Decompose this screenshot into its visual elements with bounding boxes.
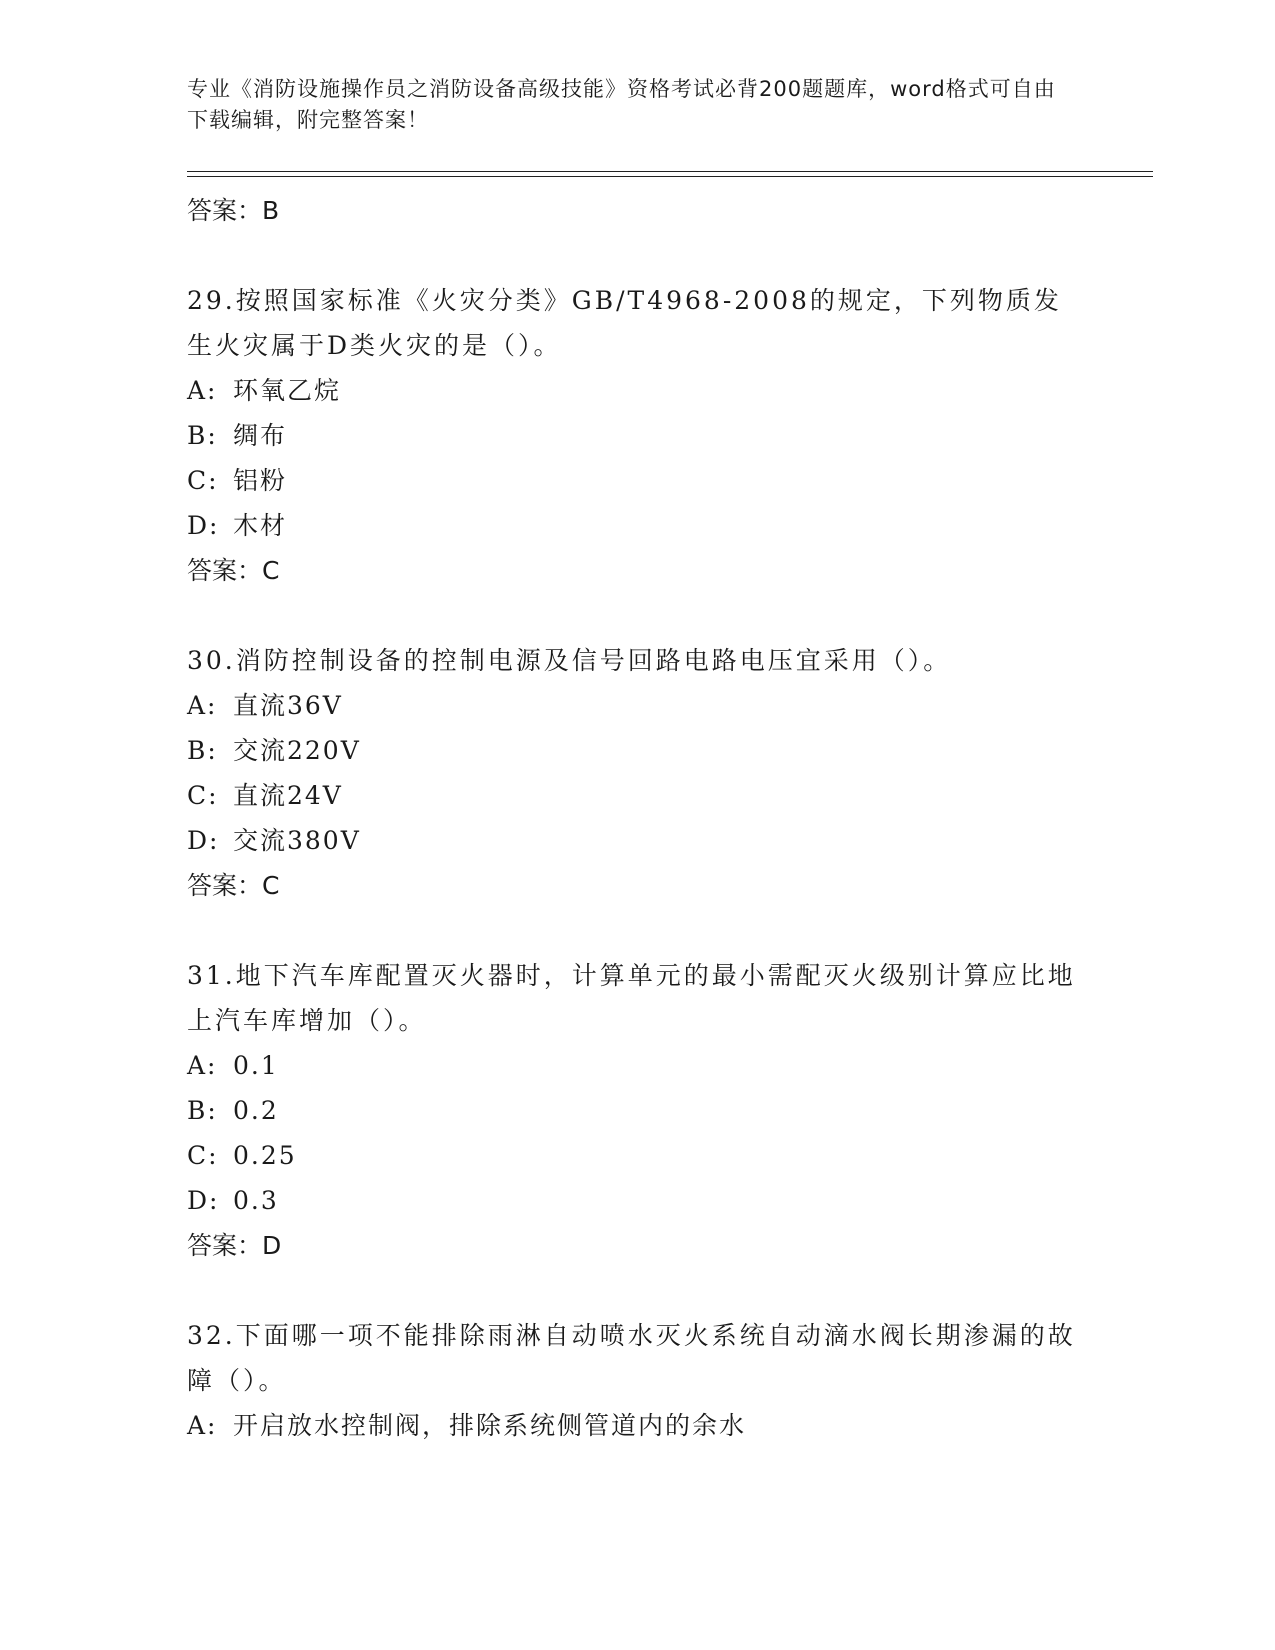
option-text: 环氧乙烷 bbox=[233, 376, 342, 405]
option-letter: D: bbox=[187, 826, 220, 855]
option-letter: B: bbox=[187, 421, 218, 450]
question-stem: 29.按照国家标准《火灾分类》GB/T4968-2008的规定，下列物质发生火灾属于D类火灾的是（）。 bbox=[187, 286, 1062, 360]
option-letter: A: bbox=[187, 376, 218, 405]
option-letter: C: bbox=[187, 1141, 219, 1170]
option-text: 0.3 bbox=[233, 1186, 279, 1215]
option-letter: A: bbox=[187, 691, 218, 720]
option-a bbox=[187, 683, 1087, 728]
option-b bbox=[187, 1088, 1087, 1133]
option-d bbox=[187, 503, 1087, 548]
question-stem: 32.下面哪一项不能排除雨淋自动喷水灭火系统自动滴水阀长期渗漏的故障（）。 bbox=[187, 1321, 1076, 1395]
answer-label: 答案：C bbox=[187, 871, 280, 900]
header-rule-top bbox=[187, 171, 1153, 172]
option-text: 直流24V bbox=[233, 781, 343, 810]
question-29 bbox=[187, 278, 1087, 594]
option-a bbox=[187, 1403, 1087, 1448]
option-c bbox=[187, 1133, 1087, 1178]
option-text: 0.25 bbox=[233, 1141, 297, 1170]
option-letter: A: bbox=[187, 1051, 218, 1080]
option-letter: D: bbox=[187, 511, 220, 540]
option-letter: B: bbox=[187, 736, 218, 765]
header-rule-bottom bbox=[187, 176, 1153, 177]
option-letter: C: bbox=[187, 466, 219, 495]
option-text: 交流220V bbox=[233, 736, 361, 765]
option-letter: A: bbox=[187, 1411, 218, 1440]
option-text: 0.1 bbox=[233, 1051, 279, 1080]
document-body bbox=[187, 188, 1087, 1448]
option-text: 绸布 bbox=[233, 421, 288, 450]
page-header: 专业《消防设施操作员之消防设备高级技能》资格考试必背200题题库，word格式可自由下载编辑，附完整答案！ bbox=[187, 77, 1056, 132]
option-text: 木材 bbox=[233, 511, 288, 540]
option-text: 开启放水控制阀，排除系统侧管道内的余水 bbox=[233, 1411, 747, 1440]
question-32 bbox=[187, 1313, 1087, 1448]
answer-label: 答案：C bbox=[187, 556, 280, 585]
question-30 bbox=[187, 638, 1087, 909]
option-letter: B: bbox=[187, 1096, 218, 1125]
question-stem: 31.地下汽车库配置灭火器时，计算单元的最小需配灭火级别计算应比地上汽车库增加（）。 bbox=[187, 961, 1076, 1035]
option-text: 交流380V bbox=[233, 826, 361, 855]
answer-label: 答案：B bbox=[187, 196, 280, 225]
answer-label: 答案：D bbox=[187, 1231, 282, 1260]
option-letter: C: bbox=[187, 781, 219, 810]
option-text: 0.2 bbox=[233, 1096, 279, 1125]
option-text: 铝粉 bbox=[233, 466, 288, 495]
question-stem: 30.消防控制设备的控制电源及信号回路电路电压宜采用（）。 bbox=[187, 646, 952, 675]
option-b bbox=[187, 728, 1087, 773]
option-letter: D: bbox=[187, 1186, 220, 1215]
question-31 bbox=[187, 953, 1087, 1269]
option-a bbox=[187, 368, 1087, 413]
option-d bbox=[187, 818, 1087, 863]
option-a bbox=[187, 1043, 1087, 1088]
option-d bbox=[187, 1178, 1087, 1223]
option-text: 直流36V bbox=[233, 691, 343, 720]
option-b bbox=[187, 413, 1087, 458]
option-c bbox=[187, 458, 1087, 503]
option-c bbox=[187, 773, 1087, 818]
